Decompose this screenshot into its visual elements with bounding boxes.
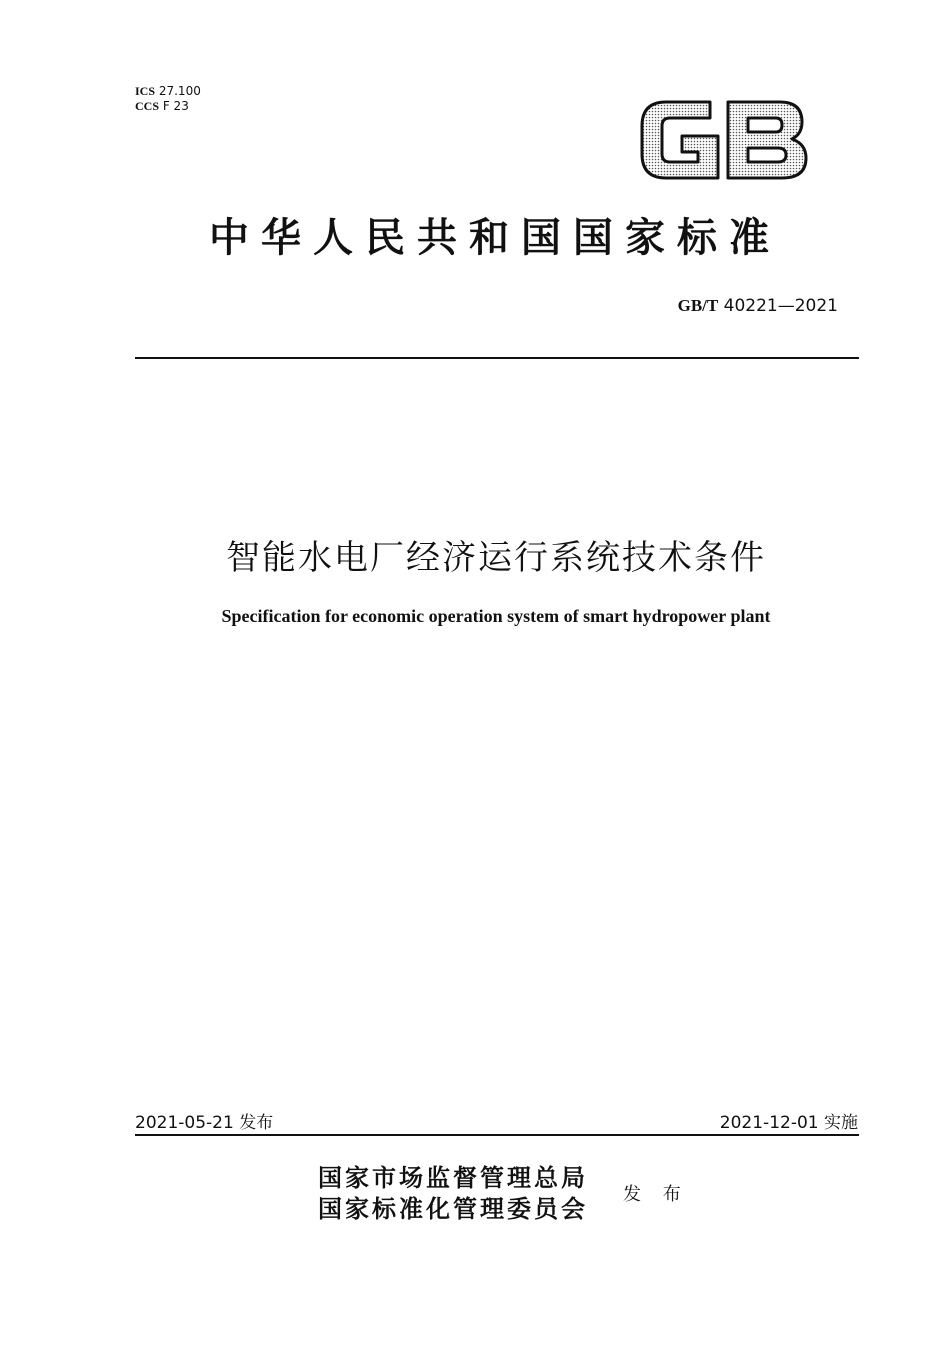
issuing-authorities bbox=[318, 1162, 588, 1224]
ccs-label: CCS bbox=[135, 99, 160, 113]
ccs-code bbox=[135, 99, 201, 114]
header-divider bbox=[135, 357, 859, 359]
classification-codes bbox=[135, 84, 201, 114]
ics-value: 27.100 bbox=[158, 84, 201, 98]
issuer-line-2: 国家标准化管理委员会 bbox=[318, 1194, 588, 1223]
ics-label: ICS bbox=[135, 84, 156, 98]
standard-number-prefix: GB/T bbox=[677, 296, 719, 315]
document-title-zh: 智能水电厂经济运行系统技术条件 bbox=[226, 538, 766, 578]
issuer-line-1: 国家市场监督管理总局 bbox=[318, 1163, 588, 1192]
standard-number bbox=[678, 296, 838, 316]
national-standard-title: 中华人民共和国国家标准 bbox=[209, 214, 781, 261]
gb-logo-icon bbox=[636, 92, 812, 188]
footer-divider bbox=[135, 1134, 859, 1136]
ccs-value: F 23 bbox=[162, 99, 189, 113]
standard-number-value: 40221—2021 bbox=[723, 296, 838, 316]
ics-code bbox=[135, 84, 201, 99]
issued-label: 发 布 bbox=[623, 1184, 689, 1205]
implementation-date: 2021-12-01 实施 bbox=[719, 1113, 858, 1133]
issue-date: 2021-05-21 发布 bbox=[135, 1113, 274, 1133]
document-title-en: Specification for economic operation system of smart hydropower plant bbox=[221, 606, 771, 626]
